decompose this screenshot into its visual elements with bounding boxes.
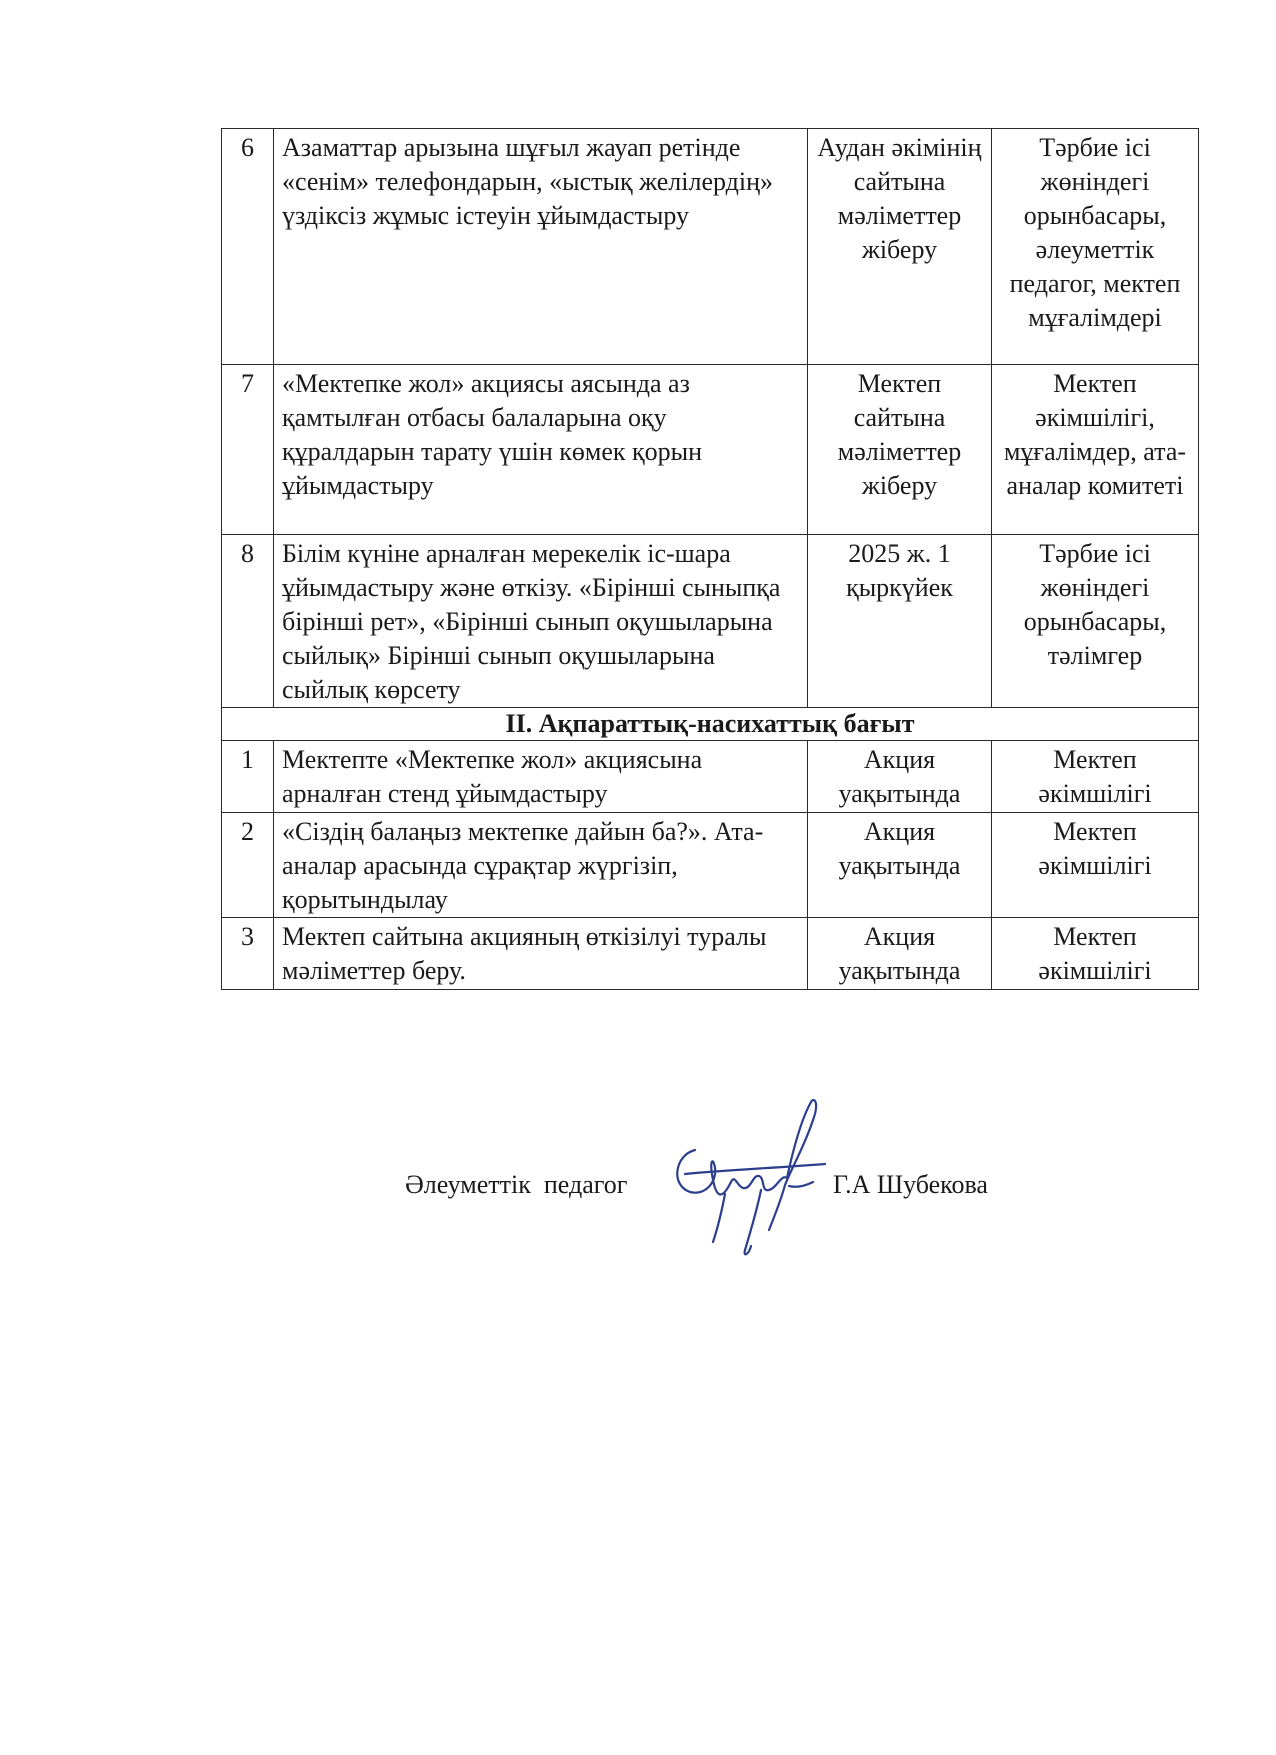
deadline-cell: Мектеп сайтына мәліметтер жіберу <box>808 365 992 535</box>
table-row <box>222 918 1199 990</box>
deadline-cell: 2025 ж. 1 қыркүйек <box>808 535 992 708</box>
row-number: 8 <box>222 535 274 708</box>
responsible-cell: Тәрбие ісі жөніндегі орынбасары, тәлімгер <box>992 535 1199 708</box>
section-row <box>222 708 1199 741</box>
deadline-cell: Акция уақытында <box>808 741 992 813</box>
handwritten-signature <box>665 1090 835 1270</box>
table-row <box>222 129 1199 365</box>
table-row <box>222 741 1199 813</box>
row-number: 7 <box>222 365 274 535</box>
table-row <box>222 535 1199 708</box>
event-cell: Мектеп сайтына акцияның өткізілуі туралы мәліметтер беру. <box>274 918 808 990</box>
signature-role: Әлеуметтік педагог <box>405 1170 628 1199</box>
responsible-cell: Мектеп әкімшілігі <box>992 813 1199 918</box>
section-title: II. Ақпараттық-насихаттық бағыт <box>222 708 1199 741</box>
row-number: 6 <box>222 129 274 365</box>
event-cell: «Мектепке жол» акциясы аясында аз қамтылған отбасы балаларына оқу құралдарын тарату үшін көмек қорын ұйымдастыру <box>274 365 808 535</box>
table-row <box>222 813 1199 918</box>
deadline-cell: Аудан әкімінің сайтына мәліметтер жіберу <box>808 129 992 365</box>
responsible-cell: Мектеп әкімшілігі, мұғалімдер, ата-аналар комитеті <box>992 365 1199 535</box>
signature-block <box>405 1170 1045 1290</box>
row-number: 2 <box>222 813 274 918</box>
responsible-cell: Мектеп әкімшілігі <box>992 741 1199 813</box>
row-number: 1 <box>222 741 274 813</box>
event-cell: Білім күніне арналған мерекелік іс-шара ұйымдастыру және өткізу. «Бірінші сыныпқа бірінші рет», «Бірінші сынып оқушыларына сыйлық» Бірінші сынып оқушыларына сыйлық көрсету <box>274 535 808 708</box>
row-number: 3 <box>222 918 274 990</box>
deadline-cell: Акция уақытында <box>808 918 992 990</box>
event-cell: «Сіздің балаңыз мектепке дайын ба?». Ата-аналар арасында сұрақтар жүргізіп, қорытындылау <box>274 813 808 918</box>
plan-table <box>221 128 1199 990</box>
responsible-cell: Тәрбие ісі жөніндегі орынбасары, әлеуметтік педагог, мектеп мұғалімдері <box>992 129 1199 365</box>
signature-name: Г.А Шубекова <box>833 1170 988 1199</box>
event-cell: Мектепте «Мектепке жол» акциясына арналған стенд ұйымдастыру <box>274 741 808 813</box>
responsible-cell: Мектеп әкімшілігі <box>992 918 1199 990</box>
event-cell: Азаматтар арызына шұғыл жауап ретінде «сенім» телефондарын, «ыстық желілердің» үздіксіз жұмыс істеуін ұйымдастыру <box>274 129 808 365</box>
deadline-cell: Акция уақытында <box>808 813 992 918</box>
table-row <box>222 365 1199 535</box>
